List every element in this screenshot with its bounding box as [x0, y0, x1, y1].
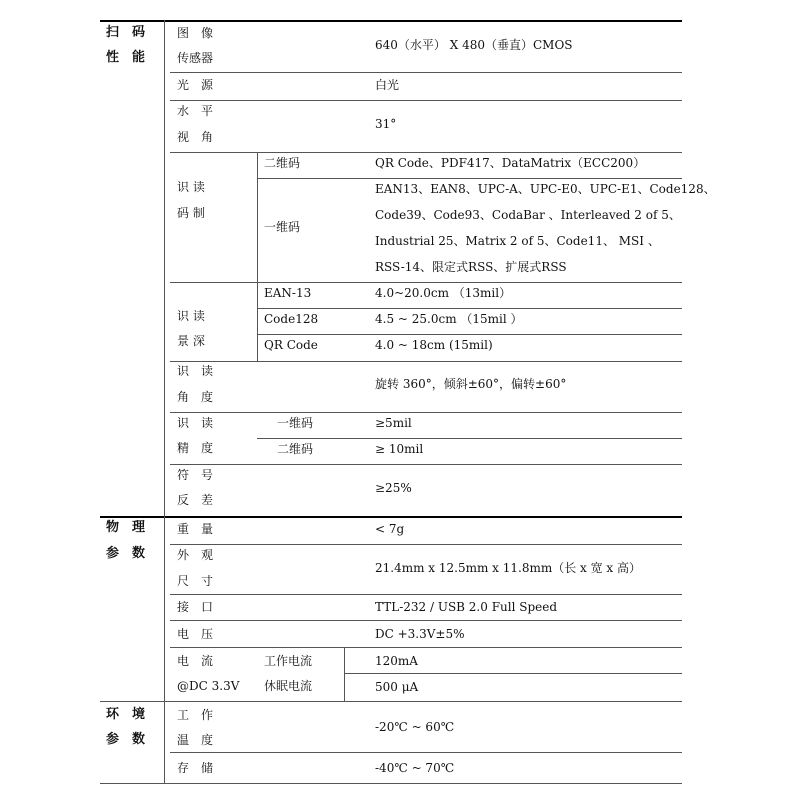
weight-label: 重 量: [177, 522, 214, 536]
current-sub-label: 工作电流: [264, 654, 313, 668]
sensor-value: 640（水平） X 480（垂直）CMOS: [375, 38, 573, 52]
row-rule: [257, 334, 682, 335]
section-scan-line1: 扫 码: [106, 25, 146, 40]
fov-label: 视 角: [177, 130, 214, 144]
row-rule: [344, 673, 682, 674]
current-label: @DC 3.3V: [177, 679, 240, 693]
operating-temp-label: 工 作: [177, 708, 214, 722]
sensor-label: 图 像: [177, 26, 214, 40]
precision-sub-label: 二维码: [277, 442, 314, 456]
row-rule: [257, 178, 682, 179]
row-rule: [170, 72, 682, 73]
precision-value: ≥ 10mil: [375, 442, 424, 456]
table-top-rule: [100, 20, 682, 22]
dimensions-label: 外 观: [177, 548, 214, 562]
section-rule: [100, 701, 682, 702]
symbology-1d-value: EAN13、EAN8、UPC-A、UPC-E0、UPC-E1、Code128、: [375, 182, 716, 196]
symbology-1d-value: Industrial 25、Matrix 2 of 5、Code11、 MSI 、: [375, 234, 660, 248]
dof-value: 4.0 ~ 18cm (15mil): [375, 338, 493, 352]
light-value: 白光: [375, 78, 400, 92]
angle-value: 旋转 360°，倾斜±60°，偏转±60°: [375, 377, 567, 391]
row-rule: [170, 100, 682, 101]
symbology-2d-value: QR Code、PDF417、DataMatrix（ECC200）: [375, 156, 646, 170]
row-rule: [257, 438, 682, 439]
symbology-label: 识 读: [177, 180, 205, 194]
dof-value: 4.5 ~ 25.0cm （15mil ）: [375, 312, 523, 326]
section-env-line2: 参 数: [106, 732, 146, 747]
dof-value: 4.0~20.0cm （13mil）: [375, 286, 512, 300]
row-rule: [170, 152, 682, 153]
symbology-label: 码 制: [177, 206, 205, 220]
row-rule: [170, 544, 682, 545]
precision-label: 识 读: [177, 416, 214, 430]
section-scan-line2: 性 能: [106, 50, 146, 65]
dimensions-label: 尺 寸: [177, 574, 214, 588]
interface-label: 接 口: [177, 600, 214, 614]
fov-label: 水 平: [177, 104, 214, 118]
angle-label: 角 度: [177, 390, 214, 404]
voltage-label: 电 压: [177, 627, 214, 641]
column-rule: [257, 152, 258, 282]
operating-temp-label: 温 度: [177, 733, 214, 747]
dof-label: 景 深: [177, 334, 205, 348]
row-rule: [170, 412, 682, 413]
angle-label: 识 读: [177, 364, 214, 378]
section-env-line1: 环 境: [106, 707, 146, 722]
dof-sub-label: Code128: [264, 312, 319, 326]
weight-value: < 7g: [375, 522, 405, 536]
table-bottom-rule: [100, 783, 682, 784]
symbology-1d-label: 一维码: [264, 220, 301, 234]
row-rule: [170, 620, 682, 621]
dimensions-value: 21.4mm x 12.5mm x 11.8mm（长 x 宽 x 高）: [375, 561, 642, 575]
fov-value: 31°: [375, 117, 397, 131]
symbology-1d-value: RSS-14、限定式RSS、扩展式RSS: [375, 260, 567, 274]
light-label: 光 源: [177, 78, 214, 92]
row-rule: [170, 361, 682, 362]
row-rule: [170, 594, 682, 595]
current-sub-label: 休眠电流: [264, 679, 313, 693]
column-rule: [344, 647, 345, 701]
symbology-2d-label: 二维码: [264, 156, 301, 170]
operating-temp-value: -20℃ ~ 60℃: [375, 720, 455, 734]
storage-temp-value: -40℃ ~ 70℃: [375, 761, 455, 775]
dof-sub-label: QR Code: [264, 338, 318, 352]
storage-temp-label: 存 储: [177, 761, 214, 775]
current-label: 电 流: [177, 654, 214, 668]
dof-label: 识 读: [177, 309, 205, 323]
sensor-label: 传感器: [177, 51, 214, 65]
contrast-label: 反 差: [177, 493, 214, 507]
precision-sub-label: 一维码: [277, 416, 314, 430]
contrast-value: ≥25%: [375, 481, 412, 495]
row-rule: [257, 308, 682, 309]
row-rule: [170, 647, 682, 648]
current-value: 500 μA: [375, 680, 419, 694]
section-physical-line1: 物 理: [106, 520, 146, 535]
column-rule: [257, 282, 258, 361]
contrast-label: 符 号: [177, 468, 214, 482]
section-rule: [100, 516, 682, 518]
row-rule: [170, 464, 682, 465]
row-rule: [170, 282, 682, 283]
interface-value: TTL-232 / USB 2.0 Full Speed: [375, 600, 558, 614]
row-rule: [170, 752, 682, 753]
dof-sub-label: EAN-13: [264, 286, 312, 300]
section-physical-line2: 参 数: [106, 546, 146, 561]
voltage-value: DC +3.3V±5%: [375, 627, 465, 641]
column-rule: [164, 20, 165, 783]
current-value: 120mA: [375, 654, 418, 668]
precision-label: 精 度: [177, 441, 214, 455]
symbology-1d-value: Code39、Code93、CodaBar 、Interleaved 2 of 5、: [375, 208, 681, 222]
precision-value: ≥5mil: [375, 416, 412, 430]
